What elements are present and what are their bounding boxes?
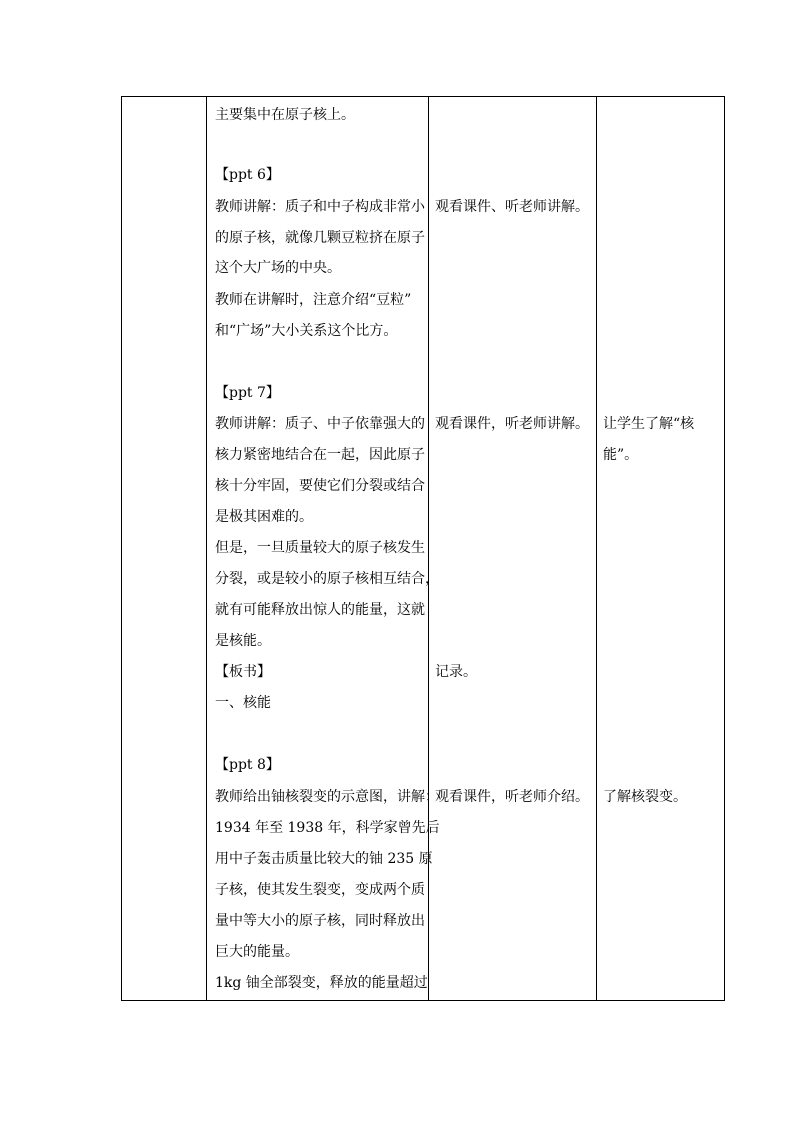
teacher-activity-line: 一、核能 (215, 695, 271, 711)
teacher-activity-line: 的原子核，就像几颗豆粒挤在原子 (215, 230, 425, 246)
teacher-activity-line: 是极其困难的。 (215, 509, 313, 525)
teacher-activity-line: 但是，一旦质量较大的原子核发生 (215, 540, 425, 556)
design-intent-line: 能”。 (603, 447, 639, 463)
teacher-activity-line: 教师讲解：质子、中子依靠强大的 (215, 416, 425, 432)
design-intent-line: 让学生了解“核 (603, 416, 695, 432)
teacher-activity-line: 【ppt 7】 (215, 385, 280, 401)
teacher-activity-line: 教师在讲解时，注意介绍“豆粒” (215, 292, 412, 308)
design-intent-line: 了解核裂变。 (603, 789, 687, 805)
teacher-activity-line: 教师给出铀核裂变的示意图，讲解： (215, 789, 439, 805)
teacher-activity-line: 用中子轰击质量比较大的铀 235 原 (215, 851, 433, 867)
student-activity-line: 观看课件、听老师讲解。 (435, 199, 589, 215)
student-activity-line: 记录。 (435, 664, 477, 680)
student-activity-line: 观看课件，听老师介绍。 (435, 789, 589, 805)
student-activity-line: 观看课件，听老师讲解。 (435, 416, 589, 432)
teacher-activity-line: 1kg 铀全部裂变，释放的能量超过 (215, 975, 428, 991)
teacher-activity-line: 核十分牢固，要使它们分裂或结合 (215, 478, 425, 494)
teacher-activity-line: 就有可能释放出惊人的能量，这就 (215, 602, 425, 618)
teacher-activity-line: 【ppt 8】 (215, 757, 280, 773)
lesson-plan-table (121, 96, 725, 1001)
teacher-activity-line: 量中等大小的原子核，同时释放出 (215, 913, 425, 929)
teacher-activity-line: 主要集中在原子核上。 (215, 107, 355, 123)
column-divider (206, 97, 207, 1000)
teacher-activity-line: 巨大的能量。 (215, 944, 299, 960)
teacher-activity-line: 和“广场”大小关系这个比方。 (215, 323, 398, 339)
teacher-activity-line: 分裂，或是较小的原子核相互结合， (215, 571, 439, 587)
teacher-activity-line: 【ppt 6】 (215, 167, 280, 183)
teacher-activity-line: 核力紧密地结合在一起，因此原子 (215, 447, 425, 463)
teacher-activity-line: 子核，使其发生裂变，变成两个质 (215, 882, 425, 898)
teacher-activity-line: 【板书】 (215, 664, 271, 680)
teacher-activity-line: 1934 年至 1938 年，科学家曾先后 (215, 820, 440, 836)
teacher-activity-line: 教师讲解：质子和中子构成非常小 (215, 199, 425, 215)
column-divider (596, 97, 597, 1000)
teacher-activity-line: 这个大广场的中央。 (215, 260, 341, 276)
teacher-activity-line: 是核能。 (215, 633, 271, 649)
